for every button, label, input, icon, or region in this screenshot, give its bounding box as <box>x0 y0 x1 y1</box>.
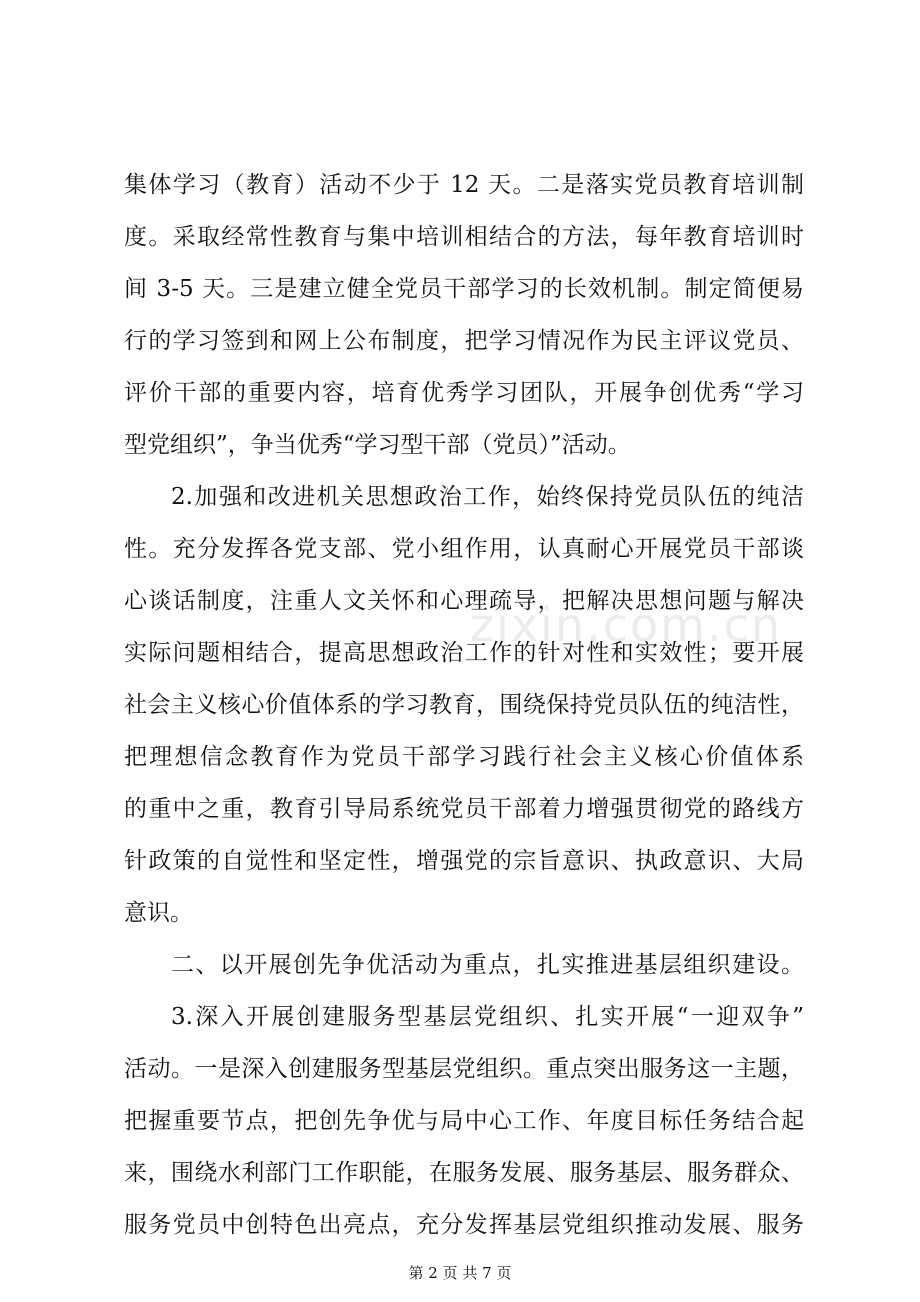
paragraph-start-line: 2.加强和改进机关思想政治工作，始终保持党员队伍的纯洁 <box>171 484 804 510</box>
text-line: 性。充分发挥各党支部、党小组作用，认真耐心开展党员干部谈 <box>124 536 804 562</box>
text-line: 间 3-5 天。三是建立健全党员干部学习的长效机制。制定简便易 <box>124 276 804 302</box>
text-line: 实际问题相结合，提高思想政治工作的针对性和实效性；要开展 <box>124 640 804 666</box>
text-line: 社会主义核心价值体系的学习教育，围绕保持党员队伍的纯洁性， <box>124 692 804 718</box>
section-heading: 二、以开展创先争优活动为重点，扎实推进基层组织建设。 <box>171 952 804 978</box>
text-line: 心谈话制度，注重人文关怀和心理疏导，把解决思想问题与解决 <box>124 588 804 614</box>
paragraph-start-line: 3.深入开展创建服务型基层党组织、扎实开展“一迎双争” <box>171 1004 804 1030</box>
text-line: 把理想信念教育作为党员干部学习践行社会主义核心价值体系 <box>124 744 804 770</box>
text-line: 行的学习签到和网上公布制度，把学习情况作为民主评议党员、 <box>124 328 804 354</box>
text-line: 型党组织”，争当优秀“学习型干部（党员）”活动。 <box>124 432 631 458</box>
watermark: zixin.com.cn <box>470 598 783 652</box>
text-line: 针政策的自觉性和坚定性，增强党的宗旨意识、执政意识、大局 <box>124 848 804 874</box>
text-line: 集体学习（教育）活动不少于 12 天。二是落实党员教育培训制 <box>124 172 804 198</box>
text-line: 评价干部的重要内容，培育优秀学习团队，开展争创优秀“学习 <box>124 380 804 406</box>
text-line: 意识。 <box>124 900 193 926</box>
text-line: 度。采取经常性教育与集中培训相结合的方法，每年教育培训时 <box>124 224 804 250</box>
text-line: 服务党员中创特色出亮点，充分发挥基层党组织推动发展、服务 <box>124 1212 804 1238</box>
page-number-footer: 第 2 页 共 7 页 <box>408 1264 512 1282</box>
text-line: 活动。一是深入创建服务型基层党组织。重点突出服务这一主题， <box>124 1056 804 1082</box>
text-line: 把握重要节点，把创先争优与局中心工作、年度目标任务结合起 <box>124 1108 804 1134</box>
text-line: 的重中之重，教育引导局系统党员干部着力增强贯彻党的路线方 <box>124 796 804 822</box>
text-line: 来，围绕水利部门工作职能，在服务发展、服务基层、服务群众、 <box>124 1160 804 1186</box>
